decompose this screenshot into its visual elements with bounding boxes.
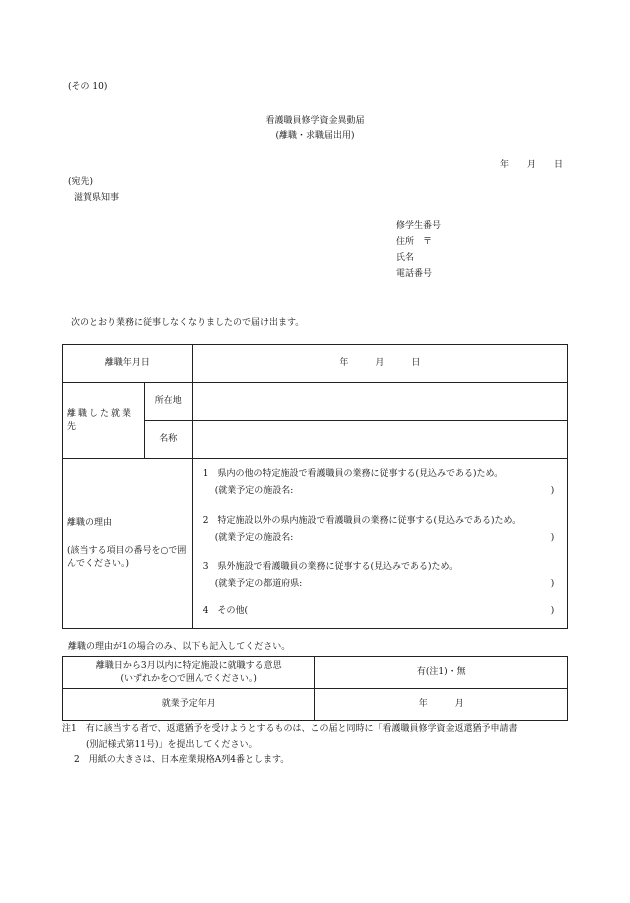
reason-note: (該当する項目の番号を○で囲んでください。) — [67, 546, 187, 570]
reason-3-text[interactable]: 3 県外施設で看護職員の業務に従事する(見込みである)ため。 — [202, 562, 459, 572]
reason-1-close: ) — [550, 486, 555, 496]
reason-4-close: ) — [550, 606, 555, 616]
reason-3-close: ) — [550, 579, 555, 589]
reason-label: 離職の理由 — [67, 518, 113, 528]
note-1-line-2: (別記様式第11号)」を提出してください。 — [86, 740, 258, 750]
student-number-label: 修学生番号 — [396, 221, 442, 231]
resign-date-value[interactable]: 年 月 日 — [192, 345, 567, 383]
intent-label-1: 離職日から3月以内に特定施設に就職する意思 — [95, 661, 282, 672]
phone-label: 電話番号 — [396, 269, 433, 279]
reason-label-cell — [63, 459, 193, 629]
form-number: (その 10) — [68, 82, 108, 92]
reason-1-text[interactable]: 1 県内の他の特定施設で看護職員の業務に従事する(見込みである)ため。 — [202, 469, 504, 479]
addressee-name: 滋賀県知事 — [74, 193, 120, 203]
reason-3-sub: (就業予定の都道府県: — [214, 579, 303, 589]
location-field[interactable] — [192, 383, 567, 421]
addressee-prefix: (宛先) — [68, 177, 94, 187]
submission-date: 年 月 日 — [500, 160, 564, 170]
reason-1-sub: (就業予定の施設名: — [214, 486, 294, 496]
name-label: 氏名 — [396, 253, 415, 263]
intent-value[interactable]: 有(注1)・無 — [315, 657, 568, 689]
intro-text: 次のとおり業務に従事しなくなりましたので届け出ます。 — [71, 318, 305, 328]
reason-2-sub: (就業予定の施設名: — [214, 533, 294, 543]
planned-label: 就業予定年月 — [63, 689, 315, 721]
form-subtitle: (離職・求職届出用) — [275, 131, 355, 141]
note-1-line-1: 注1 有に該当する者で、返還猶予を受けようとするものは、この届と同時に「看護職員修学資金返還猶予申請書 — [62, 724, 518, 734]
intent-label-cell — [63, 657, 315, 689]
reason-2-text[interactable]: 2 特定施設以外の県内施設で看護職員の業務に従事する(見込みである)ため。 — [202, 516, 522, 526]
planned-value[interactable]: 年 月 — [315, 689, 568, 721]
resign-date-label: 離職年月日 — [63, 345, 193, 383]
reason-4-text[interactable]: 4 その他( — [202, 606, 248, 616]
location-label: 所在地 — [144, 383, 192, 421]
intent-table — [62, 656, 568, 721]
intent-label-2: (いずれかを○で囲んでください。) — [120, 673, 257, 684]
facility-name-label: 名称 — [144, 421, 192, 459]
form-title: 看護職員修学資金異動届 — [265, 116, 365, 126]
reason-2-close: ) — [550, 533, 555, 543]
reason-options-cell — [192, 459, 567, 629]
note-2: 2 用紙の大きさは、日本産業規格A列4番とします。 — [74, 755, 290, 765]
address-label: 住所 〒 — [396, 237, 433, 247]
workplace-label: 離職した就業先 — [63, 383, 145, 459]
main-table — [62, 344, 568, 629]
facility-name-field[interactable] — [192, 421, 567, 459]
sub-note: 離職の理由が1の場合のみ、以下も記入してください。 — [68, 642, 291, 652]
